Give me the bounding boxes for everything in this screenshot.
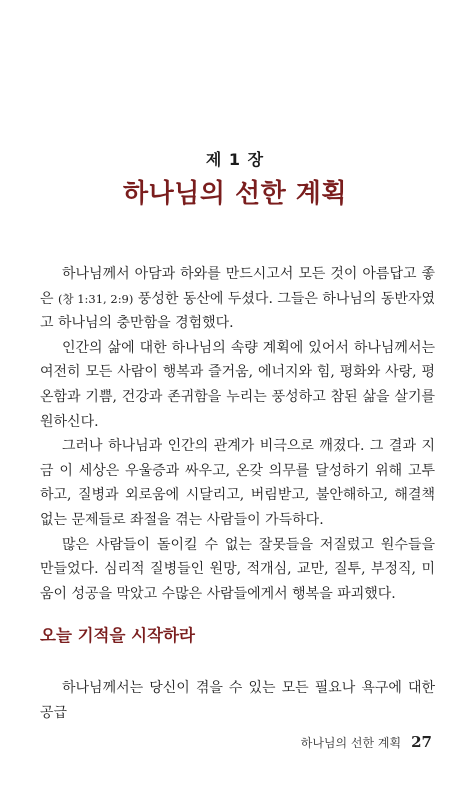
paragraph: 인간의 삶에 대한 하나님의 속량 계획에 있어서 하나님께서는 여전히 모든 사람이 행복과 즐거움, 에너지와 힘, 평화와 사랑, 평온함과 기쁨, 건강과 존귀함을 누리는 풍성하고 참된 삶을 살기를 원하신다.: [40, 339, 435, 430]
paragraph: [40, 262, 435, 336]
paragraph-text: 풍성한 동산에 두셨다. 그들은 하나님의 동반자였고 하나님의 충만함을 경험했다.: [40, 290, 436, 332]
running-title: 하나님의 선한 계획: [300, 736, 402, 750]
paragraph: 하나님께서는 당신이 겪을 수 있는 모든 필요나 욕구에 대한 공급: [40, 680, 435, 721]
paragraph-text: 하나님께서 아담과 하와를 만드시고서 모든 것이 아름답고 좋은: [40, 266, 435, 307]
page-footer: [301, 733, 432, 751]
chapter-title: 하나님의 선한 계획: [122, 179, 348, 209]
section-body: [40, 676, 435, 725]
chapter-number: 제 1 장: [205, 150, 265, 169]
body-text: [40, 262, 435, 606]
paragraph: 그러나 하나님과 인간의 관계가 비극으로 깨졌다. 그 결과 지금 이 세상은 우울증과 싸우고, 온갖 의무를 달성하기 위해 고투하고, 질병과 외로움에 시달리고, 버림받고, 불안해하고, 해결책 없는 문제들로 좌절을 겪는 사람들이 가득하다.: [40, 438, 435, 528]
paragraph: 많은 사람들이 돌이킬 수 없는 잘못들을 저질렀고 원수들을 만들었다. 심리적 질병들인 원망, 적개심, 교만, 질투, 부정직, 미움이 성공을 막았고 수많은 사람들에게서 행복을 파괴했다.: [40, 536, 435, 602]
page-number: 27: [411, 733, 432, 751]
section-heading: 오늘 기적을 시작하라: [40, 626, 195, 645]
scripture-reference: (창 1:31, 2:9): [57, 291, 134, 306]
